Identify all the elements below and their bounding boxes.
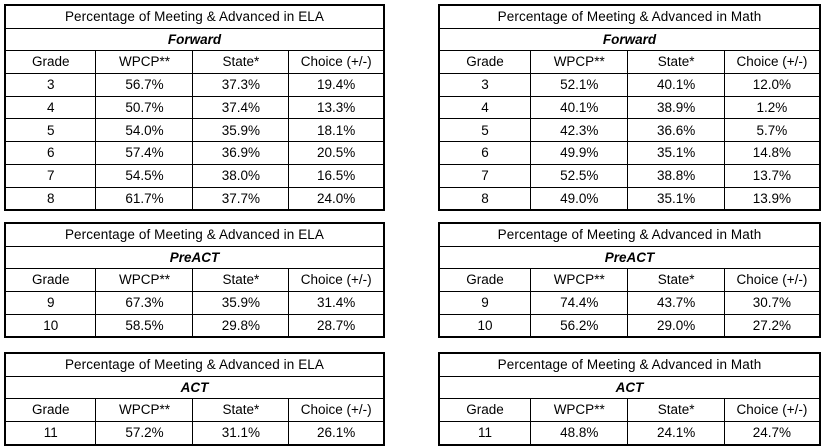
table-cell: 56.7% [96, 74, 193, 97]
table-header-row [439, 51, 820, 74]
column-header: WPCP** [530, 399, 628, 422]
table-cell: 27.2% [724, 314, 820, 337]
table-subtitle: Forward [5, 28, 384, 51]
table-cell: 24.0% [289, 187, 384, 210]
table-cell: 11 [439, 422, 530, 445]
table-math-preact [438, 222, 821, 338]
table-cell: 74.4% [530, 292, 628, 315]
table-row [439, 96, 820, 119]
table-cell: 12.0% [724, 74, 820, 97]
data-table [438, 4, 821, 211]
column-header: State* [628, 269, 724, 292]
table-cell: 18.1% [289, 119, 384, 142]
data-table [4, 222, 385, 338]
column-header: Choice (+/-) [289, 51, 384, 74]
table-row [439, 74, 820, 97]
table-subtitle-row [5, 28, 384, 51]
table-title: Percentage of Meeting & Advanced in Math [439, 5, 820, 28]
column-header: Grade [439, 399, 530, 422]
table-cell: 61.7% [96, 187, 193, 210]
table-cell: 42.3% [530, 119, 628, 142]
column-header: State* [193, 51, 289, 74]
table-cell: 36.6% [628, 119, 724, 142]
column-header: Choice (+/-) [724, 399, 820, 422]
table-title: Percentage of Meeting & Advanced in ELA [5, 5, 384, 28]
table-row [439, 187, 820, 210]
table-row [5, 74, 384, 97]
table-title-row [439, 5, 820, 28]
table-cell: 38.8% [628, 164, 724, 187]
table-cell: 13.3% [289, 96, 384, 119]
table-cell: 38.0% [193, 164, 289, 187]
table-cell: 6 [439, 142, 530, 165]
table-cell: 14.8% [724, 142, 820, 165]
table-subtitle: ACT [439, 376, 820, 399]
table-cell: 43.7% [628, 292, 724, 315]
table-cell: 13.7% [724, 164, 820, 187]
table-cell: 10 [439, 314, 530, 337]
table-row [5, 314, 384, 337]
table-cell: 11 [5, 422, 96, 445]
table-cell: 29.8% [193, 314, 289, 337]
table-cell: 8 [439, 187, 530, 210]
table-cell: 48.8% [530, 422, 628, 445]
table-cell: 49.9% [530, 142, 628, 165]
table-cell: 5.7% [724, 119, 820, 142]
table-title-row [439, 223, 820, 246]
table-row [5, 187, 384, 210]
table-cell: 9 [439, 292, 530, 315]
table-cell: 38.9% [628, 96, 724, 119]
table-cell: 31.4% [289, 292, 384, 315]
table-cell: 58.5% [96, 314, 193, 337]
table-ela-preact [4, 222, 385, 338]
column-header: State* [193, 399, 289, 422]
table-row [439, 292, 820, 315]
table-cell: 49.0% [530, 187, 628, 210]
table-cell: 50.7% [96, 96, 193, 119]
column-header: WPCP** [530, 269, 628, 292]
table-cell: 4 [439, 96, 530, 119]
column-header: Grade [5, 51, 96, 74]
table-cell: 54.5% [96, 164, 193, 187]
table-cell: 35.9% [193, 292, 289, 315]
table-cell: 10 [5, 314, 96, 337]
table-row [439, 314, 820, 337]
table-cell: 28.7% [289, 314, 384, 337]
table-row [439, 164, 820, 187]
column-header: Choice (+/-) [289, 269, 384, 292]
table-header-row [439, 269, 820, 292]
table-cell: 6 [5, 142, 96, 165]
table-header-row [5, 399, 384, 422]
table-cell: 24.1% [628, 422, 724, 445]
table-math-forward [438, 4, 821, 211]
table-row [5, 422, 384, 445]
table-subtitle: PreACT [5, 246, 384, 269]
table-cell: 40.1% [628, 74, 724, 97]
table-subtitle-row [5, 376, 384, 399]
column-header: WPCP** [96, 51, 193, 74]
table-cell: 4 [5, 96, 96, 119]
column-header: Choice (+/-) [724, 269, 820, 292]
table-title: Percentage of Meeting & Advanced in Math [439, 223, 820, 246]
table-cell: 40.1% [530, 96, 628, 119]
table-header-row [5, 51, 384, 74]
column-header: Choice (+/-) [724, 51, 820, 74]
table-header-row [439, 399, 820, 422]
table-title-row [5, 353, 384, 376]
table-cell: 35.1% [628, 187, 724, 210]
table-cell: 26.1% [289, 422, 384, 445]
table-cell: 54.0% [96, 119, 193, 142]
table-row [5, 119, 384, 142]
table-cell: 9 [5, 292, 96, 315]
table-cell: 30.7% [724, 292, 820, 315]
table-cell: 19.4% [289, 74, 384, 97]
table-title-row [439, 353, 820, 376]
table-title: Percentage of Meeting & Advanced in ELA [5, 223, 384, 246]
table-cell: 37.4% [193, 96, 289, 119]
table-cell: 37.3% [193, 74, 289, 97]
data-table [438, 222, 821, 338]
table-cell: 20.5% [289, 142, 384, 165]
column-header: WPCP** [96, 269, 193, 292]
table-cell: 52.5% [530, 164, 628, 187]
table-cell: 35.1% [628, 142, 724, 165]
data-table [438, 352, 821, 446]
table-cell: 7 [439, 164, 530, 187]
column-header: WPCP** [96, 399, 193, 422]
column-header: WPCP** [530, 51, 628, 74]
table-row [5, 142, 384, 165]
table-row [439, 119, 820, 142]
table-cell: 57.2% [96, 422, 193, 445]
table-cell: 7 [5, 164, 96, 187]
table-cell: 56.2% [530, 314, 628, 337]
table-cell: 1.2% [724, 96, 820, 119]
column-header: Grade [5, 399, 96, 422]
table-cell: 29.0% [628, 314, 724, 337]
table-header-row [5, 269, 384, 292]
table-subtitle-row [439, 246, 820, 269]
column-header: State* [628, 399, 724, 422]
table-subtitle-row [5, 246, 384, 269]
table-cell: 5 [439, 119, 530, 142]
table-cell: 3 [5, 74, 96, 97]
table-title: Percentage of Meeting & Advanced in ELA [5, 353, 384, 376]
table-title: Percentage of Meeting & Advanced in Math [439, 353, 820, 376]
table-cell: 13.9% [724, 187, 820, 210]
table-subtitle: ACT [5, 376, 384, 399]
table-cell: 52.1% [530, 74, 628, 97]
table-ela-act [4, 352, 385, 446]
table-subtitle-row [439, 28, 820, 51]
table-cell: 16.5% [289, 164, 384, 187]
table-cell: 3 [439, 74, 530, 97]
table-cell: 37.7% [193, 187, 289, 210]
data-table [4, 4, 385, 211]
table-title-row [5, 223, 384, 246]
column-header: State* [193, 269, 289, 292]
column-header: Choice (+/-) [289, 399, 384, 422]
table-cell: 5 [5, 119, 96, 142]
table-cell: 57.4% [96, 142, 193, 165]
table-cell: 36.9% [193, 142, 289, 165]
table-cell: 31.1% [193, 422, 289, 445]
table-cell: 35.9% [193, 119, 289, 142]
column-header: State* [628, 51, 724, 74]
column-header: Grade [439, 51, 530, 74]
table-row [5, 164, 384, 187]
table-title-row [5, 5, 384, 28]
table-subtitle: Forward [439, 28, 820, 51]
table-subtitle-row [439, 376, 820, 399]
table-row [439, 142, 820, 165]
column-header: Grade [5, 269, 96, 292]
table-row [5, 96, 384, 119]
table-row [5, 292, 384, 315]
table-subtitle: PreACT [439, 246, 820, 269]
table-cell: 24.7% [724, 422, 820, 445]
table-cell: 67.3% [96, 292, 193, 315]
data-table [4, 352, 385, 446]
column-header: Grade [439, 269, 530, 292]
table-cell: 8 [5, 187, 96, 210]
table-ela-forward [4, 4, 385, 211]
table-math-act [438, 352, 821, 446]
table-row [439, 422, 820, 445]
